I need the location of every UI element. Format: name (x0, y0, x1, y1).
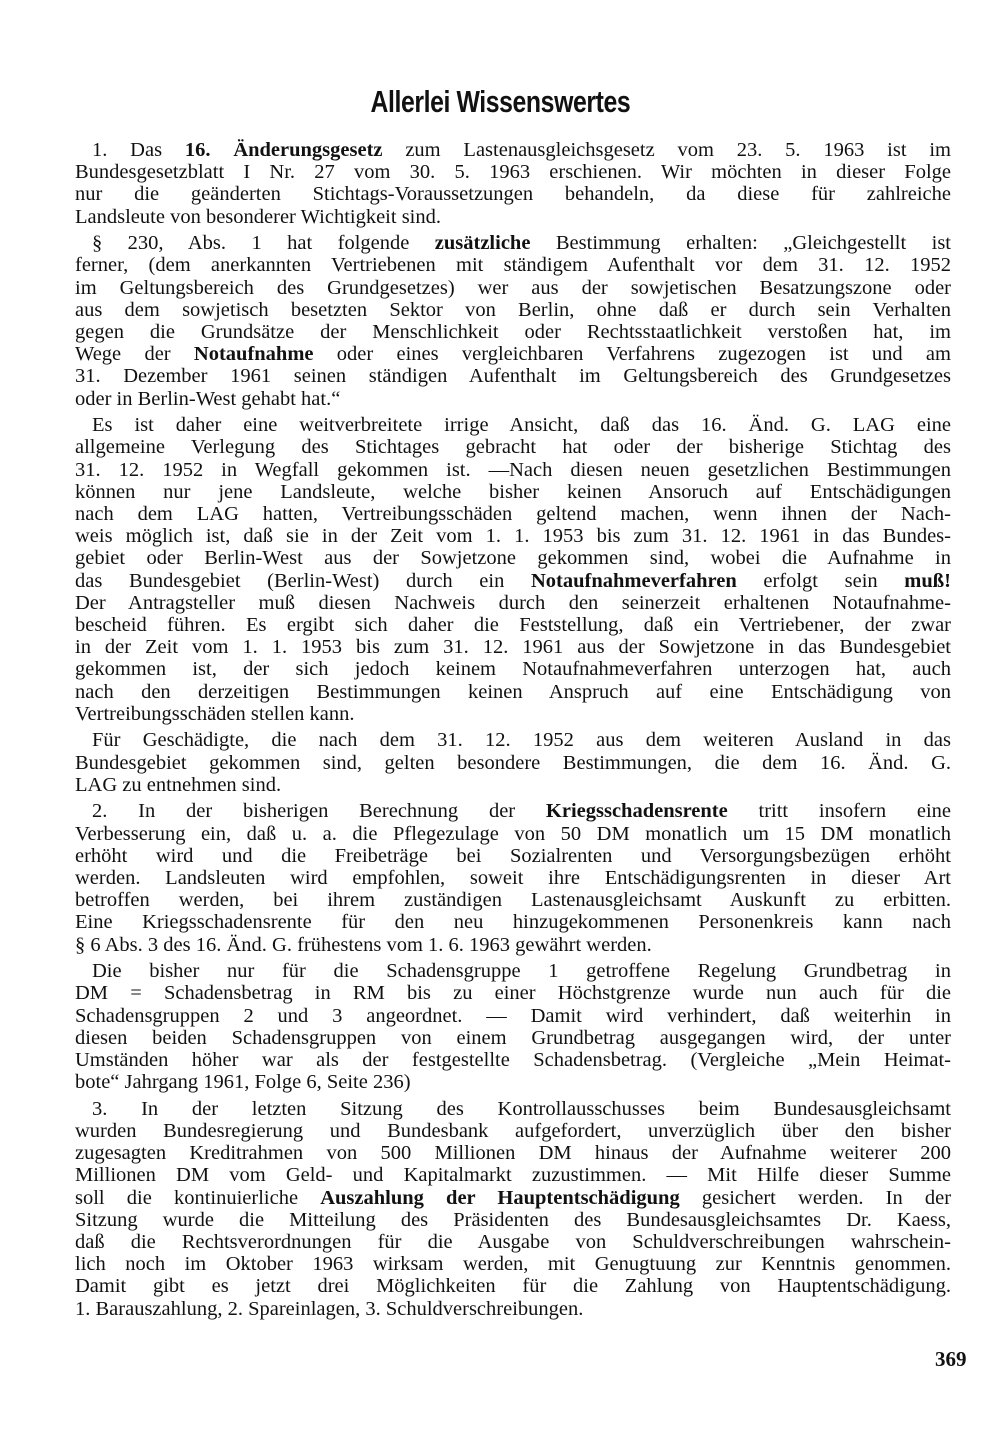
text-line: gekommen ist, der sich jedoch keinem Notaufnahmeverfahren unterzogen hat, auch (75, 658, 951, 681)
text-segment: das Bundesgebiet (Berlin-West) durch ein (75, 569, 531, 592)
text-line: daß die Rechtsverordnungen für die Ausgabe von Schuldverschreibungen wahrschein- (75, 1231, 951, 1253)
text-line: wurden Bundesregierung und Bundesbank aufgefordert, unverzüglich über den bisher (75, 1120, 951, 1143)
text-line: Schadensgruppen 2 und 3 angeordnet. — Damit wird verhindert, daß weiterhin in (75, 1004, 951, 1027)
text-segment: Bestimmung erhalten: „Gleichgestellt ist (530, 232, 951, 255)
bold-text: zusätzliche (434, 232, 531, 255)
text-segment: § 230, Abs. 1 hat folgende (92, 232, 435, 255)
text-segment: zum Lastenausgleichsgesetz vom 23. 5. 1963 ist im (382, 139, 951, 161)
bold-text: Auszahlung der Hauptentschädigung (320, 1186, 680, 1209)
text-line: Die bisher nur für die Schadensgruppe 1 getroffene Regelung Grundbetrag in (92, 960, 951, 983)
text-segment: oder eines vergleichbaren Verfahrens zugezogen ist und am (313, 343, 951, 366)
bold-text: muß! (904, 569, 951, 592)
text-line: 3. In der letzten Sitzung des Kontrollausschusses beim Bundesausgleichsamt (92, 1097, 951, 1120)
text-line (75, 343, 951, 365)
text-line: zugesagten Kreditrahmen von 500 Millionen DM hinaus der Aufnahme weiterer 200 (75, 1142, 951, 1165)
text-line: DM = Schadensbetrag in RM bis zu einer Höchstgrenze wurde nun auch für die (75, 982, 951, 1005)
text-segment: 2. In der bisherigen Berechnung der (92, 800, 546, 823)
text-line: nach dem LAG hatten, Vertreibungsschäden geltend machen, wenn ihnen der Nach- (75, 503, 951, 525)
text-line (75, 800, 951, 822)
text-line: oder in Berlin-West gehabt hat.“ (75, 387, 341, 410)
text-line (75, 139, 951, 161)
text-line: Landsleute von besonderer Wichtigkeit sind. (75, 205, 441, 228)
text-line: § 6 Abs. 3 des 16. Änd. G. frühestens vom 1. 6. 1963 gewährt werden. (75, 933, 652, 956)
text-segment: gesichert werden. In der (679, 1186, 952, 1209)
paragraph (75, 414, 951, 725)
text-line: Umständen höher war als der festgestellte Schadensbetrag. (Vergleiche „Mein Heimat- (75, 1049, 951, 1071)
text-segment: tritt insofern eine (727, 800, 951, 823)
article-body (75, 139, 951, 1324)
text-line: 31. Dezember 1961 seinen ständigen Aufenthalt im Geltungsbereich des Grundgesetzes (75, 365, 951, 388)
text-line: 31. 12. 1952 in Wegfall gekommen ist. —Nach diesen neuen gesetzlichen Bestimmungen (75, 458, 951, 481)
text-line: betroffen werden, bei ihrem zuständigen Lastenausgleichsamt Auskunft zu erbitten. (75, 889, 951, 912)
page-number: 369 (935, 1347, 967, 1371)
text-line: allgemeine Verlegung des Stichtages gebracht hat oder der bisherige Stichtag des (75, 436, 951, 459)
text-line: Vertreibungsschäden stellen kann. (75, 702, 355, 725)
bold-text: Kriegsschadensrente (545, 800, 728, 823)
bold-text: 16. Änderungsgesetz (184, 139, 383, 161)
text-line: Sitzung wurde die Mitteilung des Präsidenten des Bundesausgleichsamtes Dr. Kaess, (75, 1208, 951, 1231)
text-line: in der Zeit vom 1. 1. 1953 bis zum 31. 12. 1961 aus der Sowjetzone in das Bundesgebiet (75, 636, 951, 659)
text-segment: Wege der (75, 343, 194, 366)
paragraph (75, 960, 951, 1093)
paragraph (75, 729, 951, 796)
text-line: im Geltungsbereich des Grundgesetzes) wer aus der sowjetischen Besatzungszone oder (75, 276, 951, 299)
paragraph (75, 139, 951, 228)
text-line: weis möglich ist, daß sie in der Zeit vom 1. 1. 1953 bis zum 31. 12. 1961 in das Bundes- (75, 525, 951, 548)
text-line: Es ist daher eine weitverbreitete irrige Ansicht, daß das 16. Änd. G. LAG eine (92, 414, 951, 437)
text-line: Für Geschädigte, die nach dem 31. 12. 1952 aus dem weiteren Ausland in das (92, 729, 951, 752)
text-line: Verbesserung ein, daß u. a. die Pflegezulage von 50 DM monatlich um 15 DM monatlich (75, 822, 951, 845)
text-line: Eine Kriegsschadensrente für den neu hinzugekommenen Personenkreis kann nach (75, 911, 951, 934)
text-line: aus dem sowjetisch besetzten Sektor von Berlin, ohne daß er durch sein Verhalten (75, 298, 951, 321)
article-title: Allerlei Wissenswertes (370, 84, 630, 119)
text-line: Millionen DM vom Geld- und Kapitalmarkt zuzustimmen. — Mit Hilfe dieser Summe (75, 1164, 951, 1187)
text-line (75, 570, 951, 592)
paragraph (75, 800, 951, 955)
text-segment: soll die kontinuierliche (75, 1186, 321, 1209)
text-line: erhöht wird und die Freibeträge bei Sozialrenten und Versorgungsbezügen erhöht (75, 844, 951, 867)
text-line: nach den derzeitigen Bestimmungen keinen Anspruch auf eine Entschädigung von (75, 680, 951, 703)
text-line: gegen die Grundsätze der Menschlichkeit oder Rechtsstaatlichkeit verstoßen hat, im (75, 321, 951, 343)
text-line: Damit gibt es jetzt drei Möglichkeiten für die Zahlung von Hauptentschädigung. (75, 1275, 951, 1298)
text-line: gebiet oder Berlin-West aus der Sowjetzone gekommen sind, wobei die Aufnahme in (75, 547, 951, 570)
text-line: bote“ Jahrgang 1961, Folge 6, Seite 236) (75, 1071, 411, 1094)
text-line: Bundesgebiet gekommen sind, gelten besondere Bestimmungen, die dem 16. Änd. G. (75, 751, 951, 774)
text-line: Bundesgesetzblatt I Nr. 27 vom 30. 5. 1963 erschienen. Wir möchten in dieser Folge (75, 161, 951, 184)
text-segment: 1. Das (92, 139, 185, 161)
text-line: LAG zu entnehmen sind. (75, 773, 282, 796)
text-line: lich noch im Oktober 1963 wirksam werden, mit Genugtuung zur Kenntnis genommen. (75, 1253, 951, 1276)
text-line (75, 1187, 951, 1209)
paragraph (75, 232, 951, 410)
text-line: werden. Landsleuten wird empfohlen, soweit ihre Entschädigungsrenten in dieser Art (75, 867, 951, 889)
text-line (75, 232, 951, 254)
text-line: Der Antragsteller muß diesen Nachweis durch den seinerzeit erhaltenen Notaufnahme- (75, 591, 951, 614)
bold-text: Notaufnahme (193, 343, 314, 366)
text-line: 1. Barauszahlung, 2. Spareinlagen, 3. Schuldverschreibungen. (75, 1297, 584, 1320)
text-line: nur die geänderten Stichtags-Voraussetzungen behandeln, da diese für zahlreiche (75, 183, 951, 206)
text-line: diesen beiden Schadensgruppen von einem Grundbetrag ausgegangen wird, der unter (75, 1026, 951, 1049)
text-line: ferner, (dem anerkannten Vertriebenen mit ständigem Aufenthalt vor dem 31. 12. 1952 (75, 254, 951, 277)
text-line: bescheid führen. Es ergibt sich daher die Feststellung, daß ein Vertriebener, der zwar (75, 613, 951, 636)
paragraph (75, 1098, 951, 1320)
text-line: können nur jene Landsleute, welche bisher keinen Ansoruch auf Entschädigungen (75, 480, 951, 503)
text-segment: erfolgt sein (736, 569, 905, 592)
bold-text: Notaufnahmeverfahren (530, 569, 737, 592)
